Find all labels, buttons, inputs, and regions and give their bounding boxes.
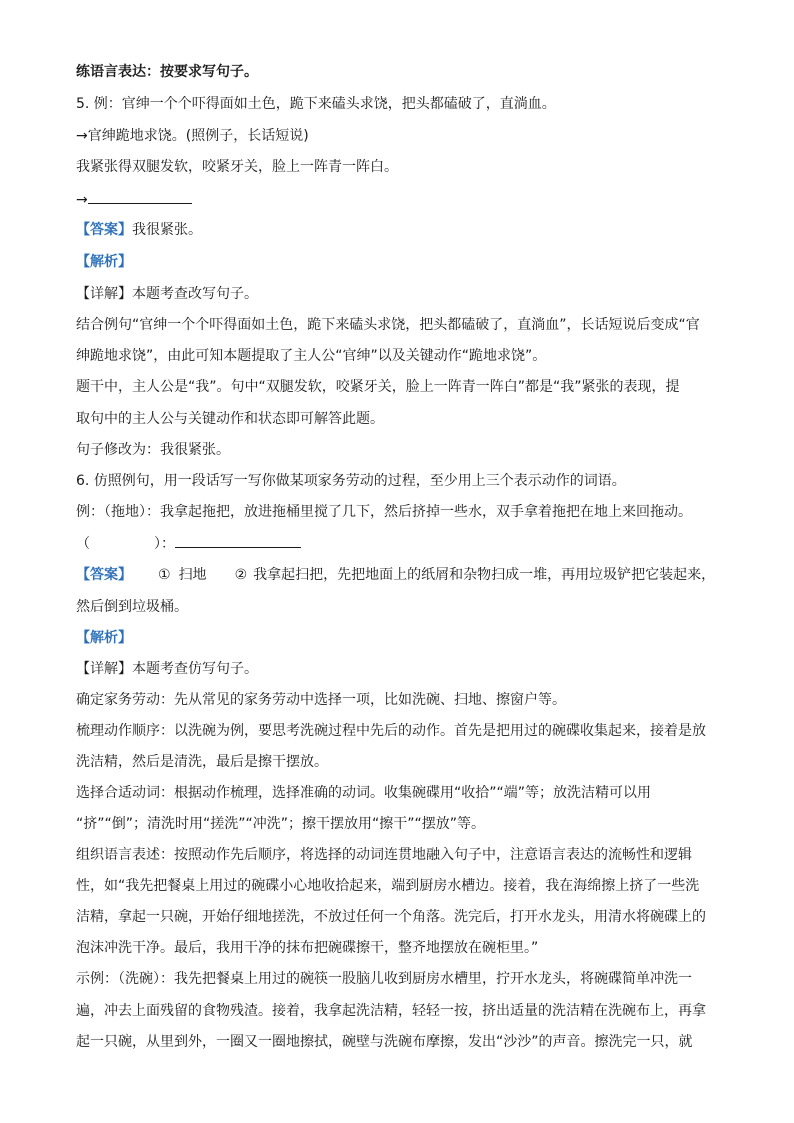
q6-sample-line2: 遍，冲去上面残留的食物残渣。接着，我拿起洗洁精，轻轻一按，挤出适量的洗洁精在洗碗布上，再拿: [76, 1003, 706, 1019]
q6-step4-line1: 组织语言表述：按照动作先后顺序，将选择的动词连贯地融入句子中，注意语言表达的流畅性和逻辑: [76, 847, 692, 863]
q6-step1: 确定家务劳动：先从常见的家务劳动中选择一项，比如洗碗、扫地、擦窗户等。: [76, 692, 566, 708]
answer-num-1: ①: [158, 567, 171, 583]
q6-analysis-tag: 【解析】: [76, 630, 132, 646]
q6-step2-line1: 梳理动作顺序：以洗碗为例，要思考洗碗过程中先后的动作。首先是把用过的碗碟收集起来，接着是放: [76, 723, 706, 739]
q6-fill-line: [76, 533, 301, 554]
q5-prompt: 我紧张得双腿发软，咬紧牙关，脸上一阵青一阵白。: [76, 159, 398, 175]
q6-example: 例：（拖地）：我拿起拖把，放进拖桶里搅了几下，然后挤掉一些水，双手拿着拖把在地上来回拖动。: [76, 504, 692, 520]
detail-text: 本题考查仿写句子。: [132, 661, 258, 677]
q5-para1-line1: 结合例句“官绅一个个吓得面如土色，跪下来磕头求饶，把头都磕破了，直淌血”，长话短说后变成“官: [76, 317, 700, 333]
q6-step4-line4: 泡沫冲洗干净。最后，我用干净的抹布把碗碟擦干，整齐地摆放在碗柜里。”: [76, 940, 539, 956]
q5-example: 5. 例：官绅一个个吓得面如土色，跪下来磕头求饶，把头都磕破了，直淌血。: [76, 96, 556, 112]
q6-step4-line3: 洁精，拿起一只碗，开始仔细地搓洗，不放过任何一个角落。洗完后，打开水龙头，用清水将碗碟上的: [76, 909, 706, 925]
q5-transform: →官绅跪地求饶。(照例子，长话短说): [76, 128, 309, 144]
fill-blank: [175, 533, 301, 548]
answer-tag: 【答案】: [76, 567, 132, 583]
q5-detail: [76, 284, 258, 304]
answer-blank: [88, 189, 192, 204]
q5-analysis-tag: 【解析】: [76, 254, 132, 270]
answer-num-2: ②: [234, 567, 248, 583]
paren-close: ）：: [154, 536, 175, 552]
detail-tag: 【详解】: [76, 286, 132, 302]
detail-text: 本题考查改写句子。: [132, 286, 258, 302]
detail-tag: 【详解】: [76, 661, 132, 677]
q6-question: 6. 仿照例句，用一段话写一写你做某项家务劳动的过程，至少用上三个表示动作的词语。: [76, 473, 626, 489]
q6-step2-line2: 洗洁精，然后是清洗，最后是擦干摆放。: [76, 754, 328, 770]
q5-para1-line2: 绅跪地求饶”，由此可知本题提取了主人公“官绅”以及关键动作“跪地求饶”。: [76, 348, 547, 364]
q6-sample-line3: 起一只碗，从里到外，一圈又一圈地擦拭，碗壁与洗碗布摩擦，发出“沙沙”的声音。擦洗完一只，就: [76, 1034, 693, 1050]
arrow: →: [76, 192, 88, 208]
answer-text: 我很紧张。: [132, 222, 202, 238]
q6-answer-line2: 然后倒到垃圾桶。: [76, 599, 188, 615]
answer-1: 扫地: [178, 567, 207, 583]
q5-answer-line: [76, 189, 192, 210]
q6-step3-line1: 选择合适动词：根据动作梳理，选择准确的动词。收集碗碟用“收拾”“端”等；放洗洁精可以用: [76, 785, 652, 801]
q5-para2-line1: 题干中，主人公是“我”。句中“双腿发软，咬紧牙关，脸上一阵青一阵白”都是“我”紧张的表现，提: [76, 379, 680, 395]
paren-open: （: [76, 536, 90, 552]
q5-answer: [76, 220, 202, 240]
answer-2: 我拿起扫把，先把地面上的纸屑和杂物扫成一堆，再用垃圾铲把它装起来，: [253, 567, 716, 583]
q5-revised: 句子修改为：我很紧张。: [76, 442, 230, 458]
section-title: 练语言表达：按要求写句子。: [76, 64, 258, 80]
q6-step3-line2: “挤”“倒”；清洗时用“搓洗”“冲洗”；擦干摆放用“擦干”“摆放”等。: [76, 816, 486, 832]
q5-para2-line2: 取句中的主人公与关键动作和状态即可解答此题。: [76, 411, 384, 427]
q6-step4-line2: 性，如“我先把餐桌上用过的碗碟小心地收拾起来，端到厨房水槽边。接着，我在海绵擦上挤了一些洗: [76, 878, 700, 894]
q6-detail: [76, 659, 258, 679]
q6-sample-line1: 示例：（洗碗）：我先把餐桌上用过的碗筷一股脑儿收到厨房水槽里，拧开水龙头，将碗碟简单冲洗一: [76, 971, 692, 987]
answer-tag: 【答案】: [76, 222, 132, 238]
q6-answer-line1: [76, 565, 715, 585]
